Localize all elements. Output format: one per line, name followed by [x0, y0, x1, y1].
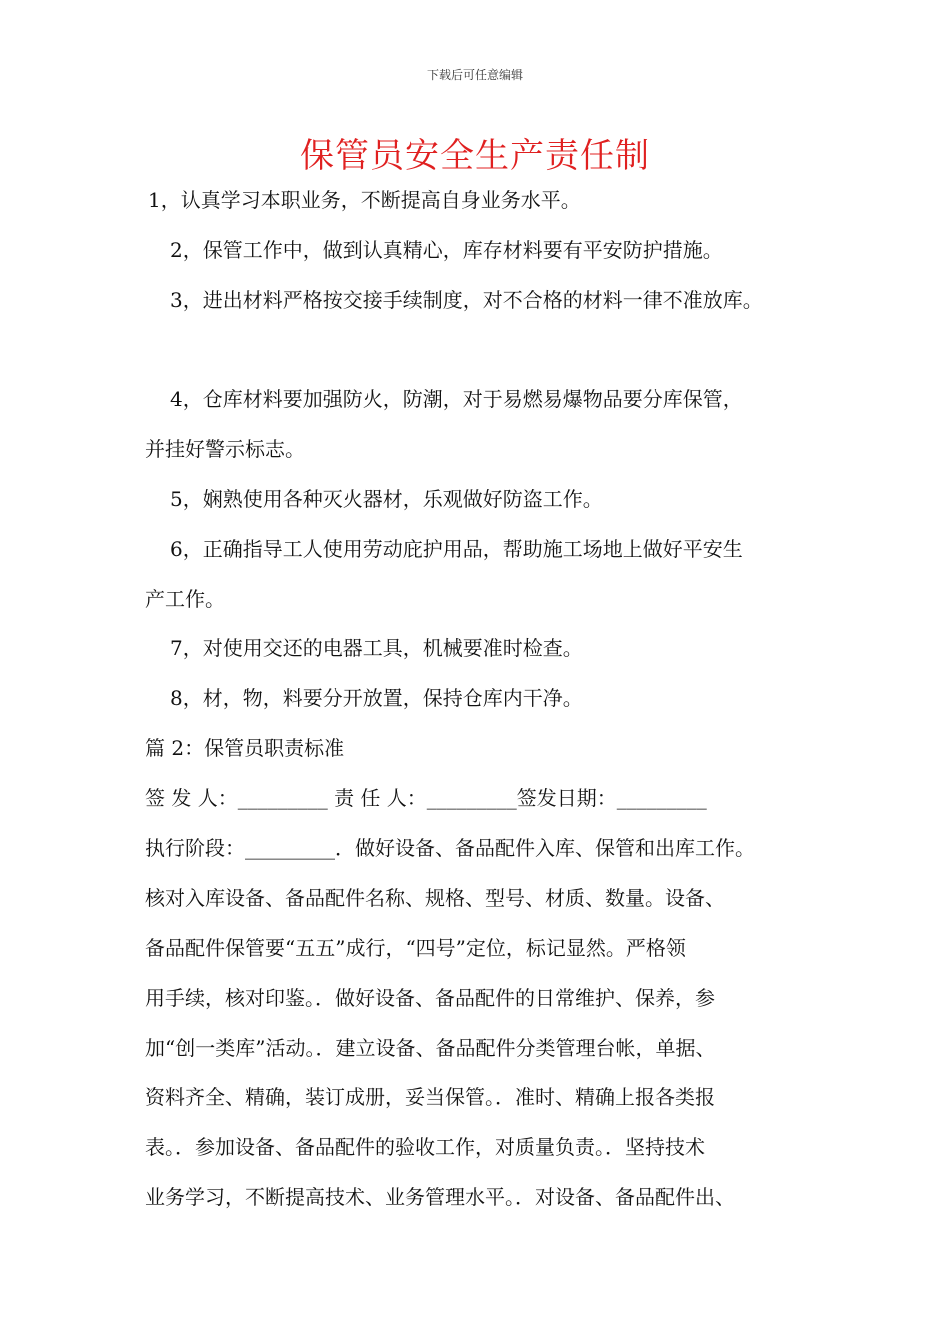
body-line-6: 资料齐全、精确，装订成册，妥当保管。．准时、精确上报各类报	[145, 1085, 715, 1109]
clause-8: 8，材，物，料要分开放置，保持仓库内干净。	[170, 686, 583, 710]
clause-6: 6，正确指导工人使用劳动庇护用品，帮助施工场地上做好平安生	[170, 537, 743, 561]
section-heading: 篇 2：保管员职责标准	[145, 736, 345, 760]
clause-6-cont: 产工作。	[145, 587, 225, 611]
body-line-1: 执行阶段：_________．做好设备、备品配件入库、保管和出库工作。	[145, 836, 755, 860]
body-line-2: 核对入库设备、备品配件名称、规格、型号、材质、数量。设备、	[145, 886, 725, 910]
document-title: 保管员安全生产责任制	[300, 136, 650, 176]
clause-4-cont: 并挂好警示标志。	[145, 437, 305, 461]
body-line-8: 业务学习，不断提高技术、业务管理水平。．对设备、备品配件出、	[145, 1185, 735, 1209]
signature-line: 签 发 人：_________ 责 任 人：_________签发日期：_________	[145, 786, 707, 810]
body-line-4: 用手续，核对印鉴。．做好设备、备品配件的日常维护、保养，参	[145, 986, 715, 1010]
body-line-5: 加“创一类库”活动。．建立设备、备品配件分类管理台帐，单据、	[145, 1036, 716, 1060]
clause-5: 5，娴熟使用各种灭火器材，乐观做好防盗工作。	[170, 487, 603, 511]
header-note: 下载后可任意编辑	[426, 68, 523, 82]
clause-3: 3，进出材料严格按交接手续制度，对不合格的材料一律不准放库。	[170, 288, 763, 312]
clause-2: 2，保管工作中，做到认真精心，库存材料要有平安防护措施。	[170, 238, 723, 262]
body-line-7: 表。．参加设备、备品配件的验收工作，对质量负责。．坚持技术	[145, 1135, 705, 1159]
clause-7: 7，对使用交还的电器工具，机械要准时检查。	[170, 636, 583, 660]
clause-1: 1，认真学习本职业务，不断提高自身业务水平。	[148, 188, 581, 212]
clause-4: 4，仓库材料要加强防火，防潮，对于易燃易爆物品要分库保管，	[170, 387, 743, 411]
body-line-3: 备品配件保管要“五五”成行，“四号”定位，标记显然。严格领	[145, 936, 686, 960]
